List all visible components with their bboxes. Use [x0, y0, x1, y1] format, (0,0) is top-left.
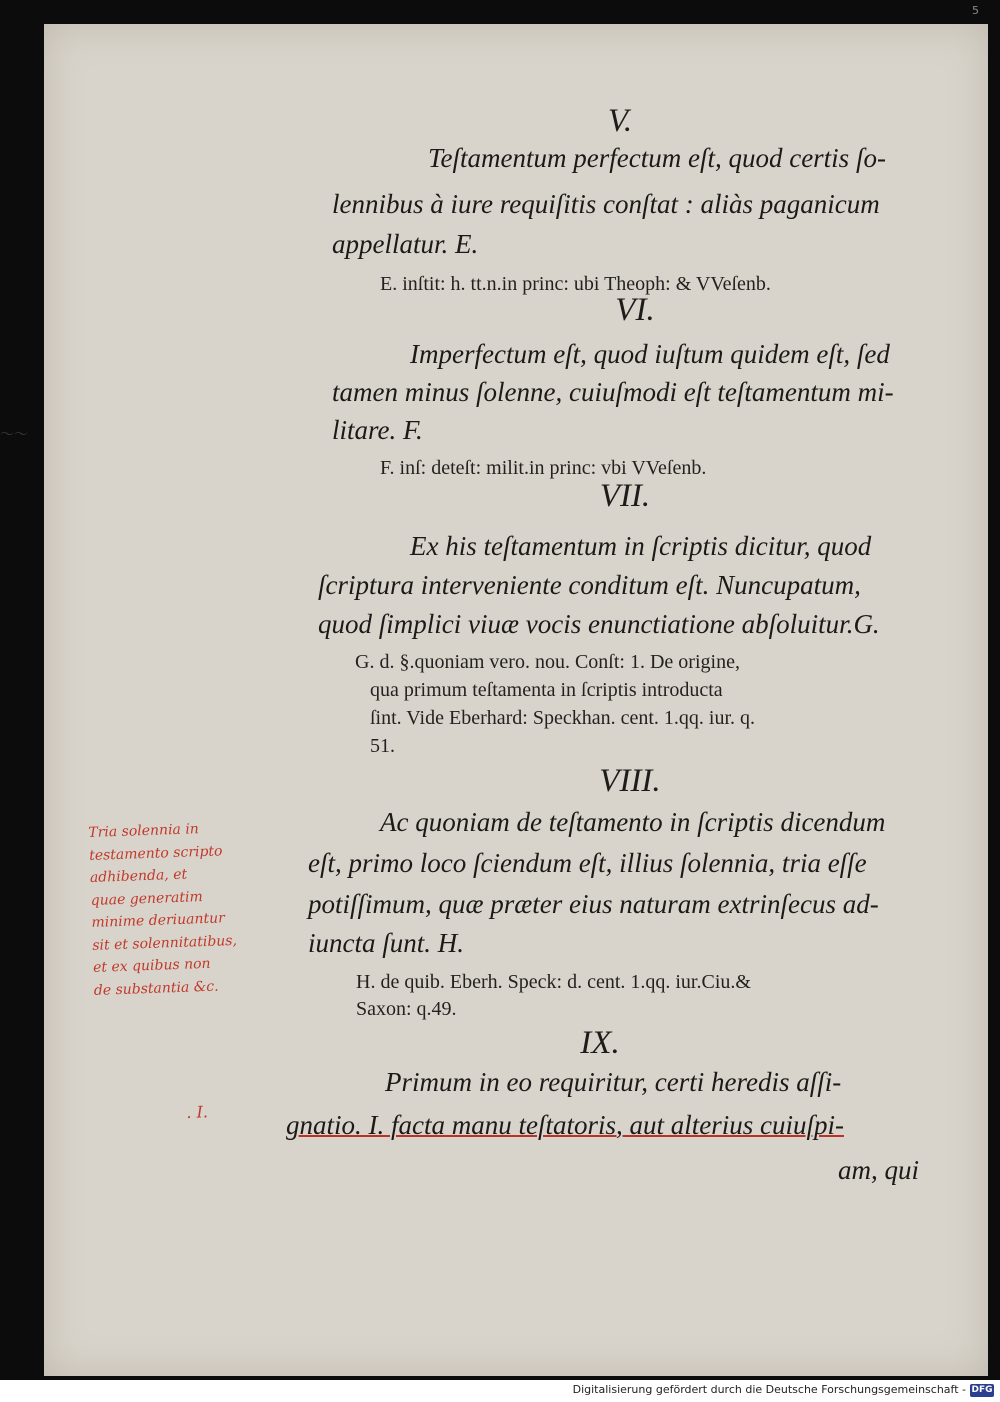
section-vii-note-2: qua primum teſtamenta in ſcriptis introducta [370, 679, 723, 701]
dfg-logo-icon: DFG [971, 1385, 993, 1395]
section-vii-line-1: Ex his teſtamentum in ſcriptis dicitur, quod [410, 531, 872, 561]
section-numeral-vi: VI. [615, 292, 655, 328]
section-ix-line-3: am, qui [838, 1155, 919, 1185]
section-ix-line-1: Primum in eo requiritur, certi heredis aſſi- [385, 1067, 842, 1097]
marginal-note-line-8: de substantia &c. [93, 978, 219, 999]
section-v-line-3: appellatur. E. [332, 229, 479, 259]
section-viii-note-2: Saxon: q.49. [356, 998, 457, 1020]
marginal-note-line-6: sit et solennitatibus, [92, 932, 238, 954]
section-numeral-ix: IX. [580, 1025, 620, 1061]
marginal-note-line-4: quae generatim [90, 888, 203, 909]
section-vi-line-1: Imperfectum eſt, quod iuſtum quidem eſt, ſed [410, 339, 890, 369]
marginal-note-line-1: Tria solennia in [88, 821, 200, 841]
marginal-note-line-3: adhibenda, et [89, 866, 188, 886]
section-ix-line-2: gnatio. I. facta manu teſtatoris, aut alterius cuiuſpi- [286, 1110, 844, 1140]
marginal-note-line-7: et ex quibus non [92, 955, 211, 976]
section-vii-line-3: quod ſimplici viuæ vocis enunctiatione abſoluitur.G. [318, 609, 880, 639]
section-numeral-vii: VII. [599, 478, 651, 514]
section-vi-note-1: F. inſ: deteſt: milit.in princ: vbi VVeſenb. [380, 457, 707, 479]
section-v-note-1: E. inſtit: h. tt.n.in princ: ubi Theoph: & VVeſenb. [380, 273, 771, 295]
marginal-note-line-2: testamento scripto [88, 842, 223, 864]
section-viii-line-4: iuncta ſunt. H. [308, 928, 464, 958]
section-vii-note-1: G. d. §.quoniam vero. nou. Conſt: 1. De origine, [355, 651, 740, 673]
marginal-note-line-5: minime deriuantur [91, 910, 226, 931]
section-numeral-viii: VIII. [599, 763, 661, 799]
section-numeral-v: V. [607, 103, 633, 139]
corner-mark: 5 [972, 4, 979, 17]
marginal-note [88, 817, 239, 1002]
fold-mark: 〜〜 [0, 427, 28, 443]
section-viii-line-1: Ac quoniam de teſtamento in ſcriptis dicendum [380, 807, 886, 837]
section-viii-line-2: eſt, primo loco ſciendum eſt, illius ſolennia, tria eſſe [308, 848, 867, 878]
marginal-mark-i: . I. [186, 1102, 209, 1122]
section-viii-line-3: potiſſimum, quæ præter eius naturam extrinſecus ad- [308, 889, 879, 919]
section-v-line-2: lennibus à iure requiſitis conſtat : aliàs paganicum [332, 189, 880, 219]
digitization-credit: Digitalisierung gefördert durch die Deutsche Forschungsgemeinschaft - [572, 1383, 966, 1396]
section-vi-line-3: litare. F. [332, 415, 423, 445]
section-viii-note-1: H. de quib. Eberh. Speck: d. cent. 1.qq. iur.Ciu.& [356, 971, 751, 993]
section-vii-line-2: ſcriptura interveniente conditum eſt. Nuncupatum, [318, 570, 861, 600]
section-v-line-1: Teſtamentum perfectum eſt, quod certis ſo- [428, 143, 886, 173]
section-vii-note-3: ſint. Vide Eberhard: Speckhan. cent. 1.qq. iur. q. [370, 707, 756, 729]
section-vi-line-2: tamen minus ſolenne, cuiuſmodi eſt teſtamentum mi- [332, 377, 894, 407]
section-vii-note-4: 51. [370, 735, 395, 757]
